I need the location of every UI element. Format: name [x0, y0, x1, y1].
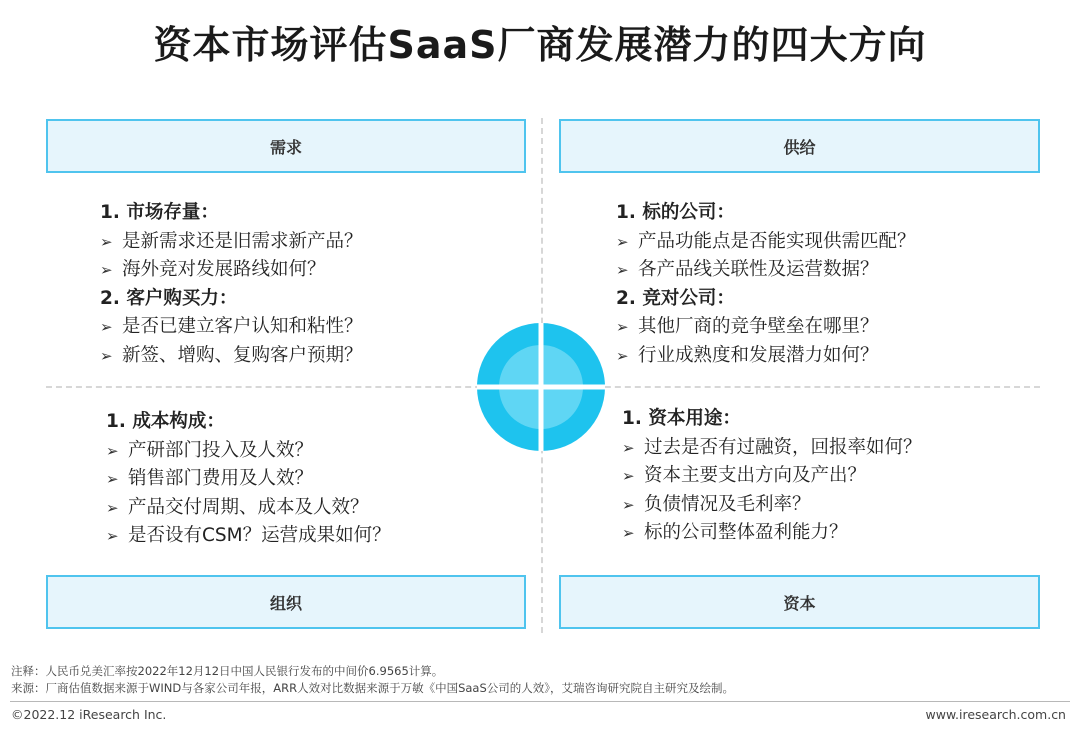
section-heading: 1. 资本用途： — [622, 408, 741, 429]
quadrant-supply — [616, 199, 916, 370]
header-capital-label: 资本 — [783, 593, 816, 613]
header-demand — [46, 119, 526, 173]
header-supply-label: 供给 — [783, 137, 816, 157]
website-link[interactable]: www.iresearch.com.cn — [925, 707, 1066, 722]
bullet-item: ➢ 是新需求还是旧需求新产品？ — [100, 228, 363, 257]
bullet-item: ➢ 新签、增购、复购客户预期？ — [100, 342, 363, 371]
source-note: 来源：厂商估值数据来源于WIND与各家公司年报，ARR人效对比数据来源于万敏《中国SaaS公司的人效》，艾瑞咨询研究院自主研究及绘制。 — [11, 681, 735, 695]
section-heading: 2. 竞对公司： — [616, 287, 735, 309]
bullet-item: ➢ 产品交付周期、成本及人效？ — [106, 494, 391, 523]
bullet-item: ➢ 资本主要支出方向及产出？ — [622, 462, 922, 491]
header-organization-label: 组织 — [269, 593, 302, 613]
footnote: 注释：人民币兑美汇率按2022年12月12日中国人民银行发布的中间价6.9565计算。 — [11, 664, 444, 678]
bullet-item: ➢ 标的公司整体盈利能力？ — [622, 519, 922, 548]
bullet-item: ➢ 负债情况及毛利率？ — [622, 491, 922, 520]
page-title: 资本市场评估SaaS厂商发展潜力的四大方向 — [153, 23, 927, 67]
bullet-item: ➢ 是否已建立客户认知和粘性？ — [100, 313, 363, 342]
bullet-item: ➢ 产品功能点是否能实现供需匹配？ — [616, 228, 916, 257]
section-heading: 2. 客户购买力： — [100, 287, 238, 309]
bullet-item: ➢ 产研部门投入及人效？ — [106, 437, 391, 466]
quadrant-organization — [106, 408, 391, 551]
bullet-item: ➢ 行业成熟度和发展潜力如何？ — [616, 342, 916, 371]
quadrant-capital — [622, 405, 922, 548]
header-demand-label: 需求 — [269, 137, 302, 157]
bullet-item: ➢ 其他厂商的竞争壁垒在哪里？ — [616, 313, 916, 342]
header-supply — [559, 119, 1040, 173]
header-organization — [46, 575, 526, 629]
quadrant-demand — [100, 199, 363, 370]
bullet-item: ➢ 是否设有CSM？运营成果如何？ — [106, 522, 391, 551]
section-heading: 1. 成本构成： — [106, 411, 225, 432]
bullet-item: ➢ 过去是否有过融资，回报率如何？ — [622, 434, 922, 463]
header-capital — [559, 575, 1040, 629]
footer-divider — [10, 701, 1070, 702]
copyright: ©2022.12 iResearch Inc. — [11, 707, 167, 722]
bullet-item: ➢ 海外竞对发展路线如何？ — [100, 256, 363, 285]
section-heading: 1. 标的公司： — [616, 202, 735, 223]
bullet-item: ➢ 各产品线关联性及运营数据？ — [616, 256, 916, 285]
section-heading: 1. 市场存量： — [100, 202, 219, 223]
bullet-item: ➢ 销售部门费用及人效？ — [106, 465, 391, 494]
center-quadrant-circle — [477, 323, 605, 451]
circle-horizontal-gap — [477, 385, 605, 390]
